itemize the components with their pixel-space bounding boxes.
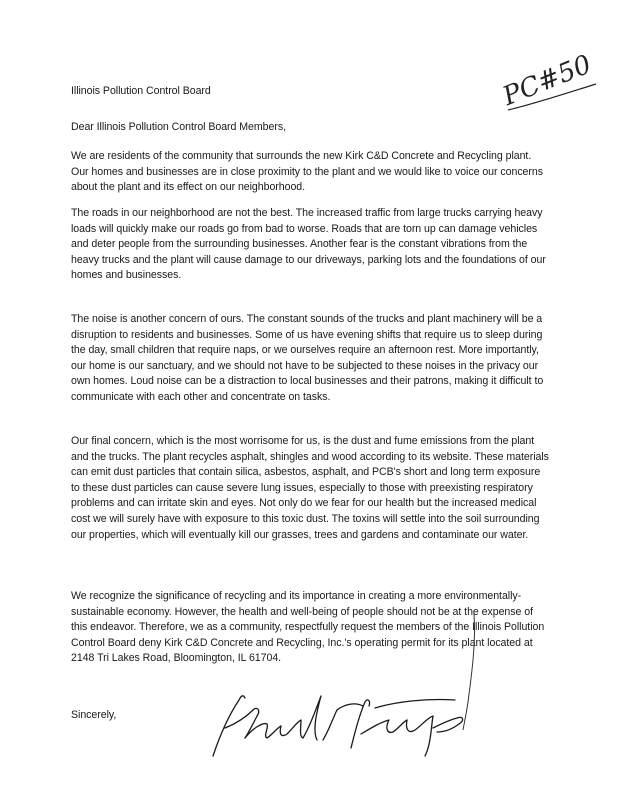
stamp-text: PC#50 xyxy=(498,49,596,112)
salutation: Dear Illinois Pollution Control Board Members, xyxy=(71,121,286,133)
paragraph-residents: We are residents of the community that surrounds the new Kirk C&D Concrete and Recycling plant. Our homes and businesses are in close proximity to the plant and we would like to voice our concerns about the plant and its effect on our neighborhood. xyxy=(71,150,543,194)
closing: Sincerely, xyxy=(71,709,117,721)
paragraph-request: We recognize the significance of recycling and its importance in creating a more environmentally-sustainable economy. However, the health and well-being of people should not be at the expense of this endeavor. Therefore, we as a community, respectfully request the members of the Illinois Pollution Control Board deny Kirk C&D Concrete and Recycling, Inc.'s operating permit for its plant located at 2148 Tri Lakes Road, Bloomington, IL 61704. xyxy=(71,590,545,665)
paragraph-dust: Our final concern, which is the most worrisome for us, is the dust and fume emissions from the plant and the trucks. The plant recycles asphalt, shingles and wood according to its website. These materials can emit dust particles that contain silica, asbestos, asphalt, and PCB's short and long term exposure to these dust particles can cause severe lung issues, especially to those with preexisting respiratory problems and can irritate skin and eyes. Not only do we fear for our health but the increased medical cost we will surely have with exposure to this toxic dust. The toxins will settle into the soil surrounding our properties, which will eventually kill our grasses, trees and gardens and contaminate our water. xyxy=(71,435,549,541)
recipient-line: Illinois Pollution Control Board xyxy=(71,85,211,97)
paragraph-roads: The roads in our neighborhood are not the best. The increased traffic from large trucks carrying heavy loads will quickly make our roads go from bad to worse. Roads that are torn up can damage vehicles and deter people from the surrounding businesses. Another fear is the constant vibrations from the heavy trucks and the plant will cause damage to our driveways, parking lots and the foundations of our homes and businesses. xyxy=(71,207,546,282)
paragraph-noise: The noise is another concern of ours. The constant sounds of the trucks and plant machinery will be a disruption to residents and businesses. Some of us have evening shifts that require us to sleep during the day, small children that require naps, or we ourselves require an afternoon rest. More importantly, our home is our sanctuary, and we should not have to be subjected to these noises in the privacy our own homes. Loud noise can be a distraction to local businesses and their patrons, making it difficult to communicate with each other and concentrate on tasks. xyxy=(71,313,544,403)
handwritten-signature xyxy=(205,688,467,760)
